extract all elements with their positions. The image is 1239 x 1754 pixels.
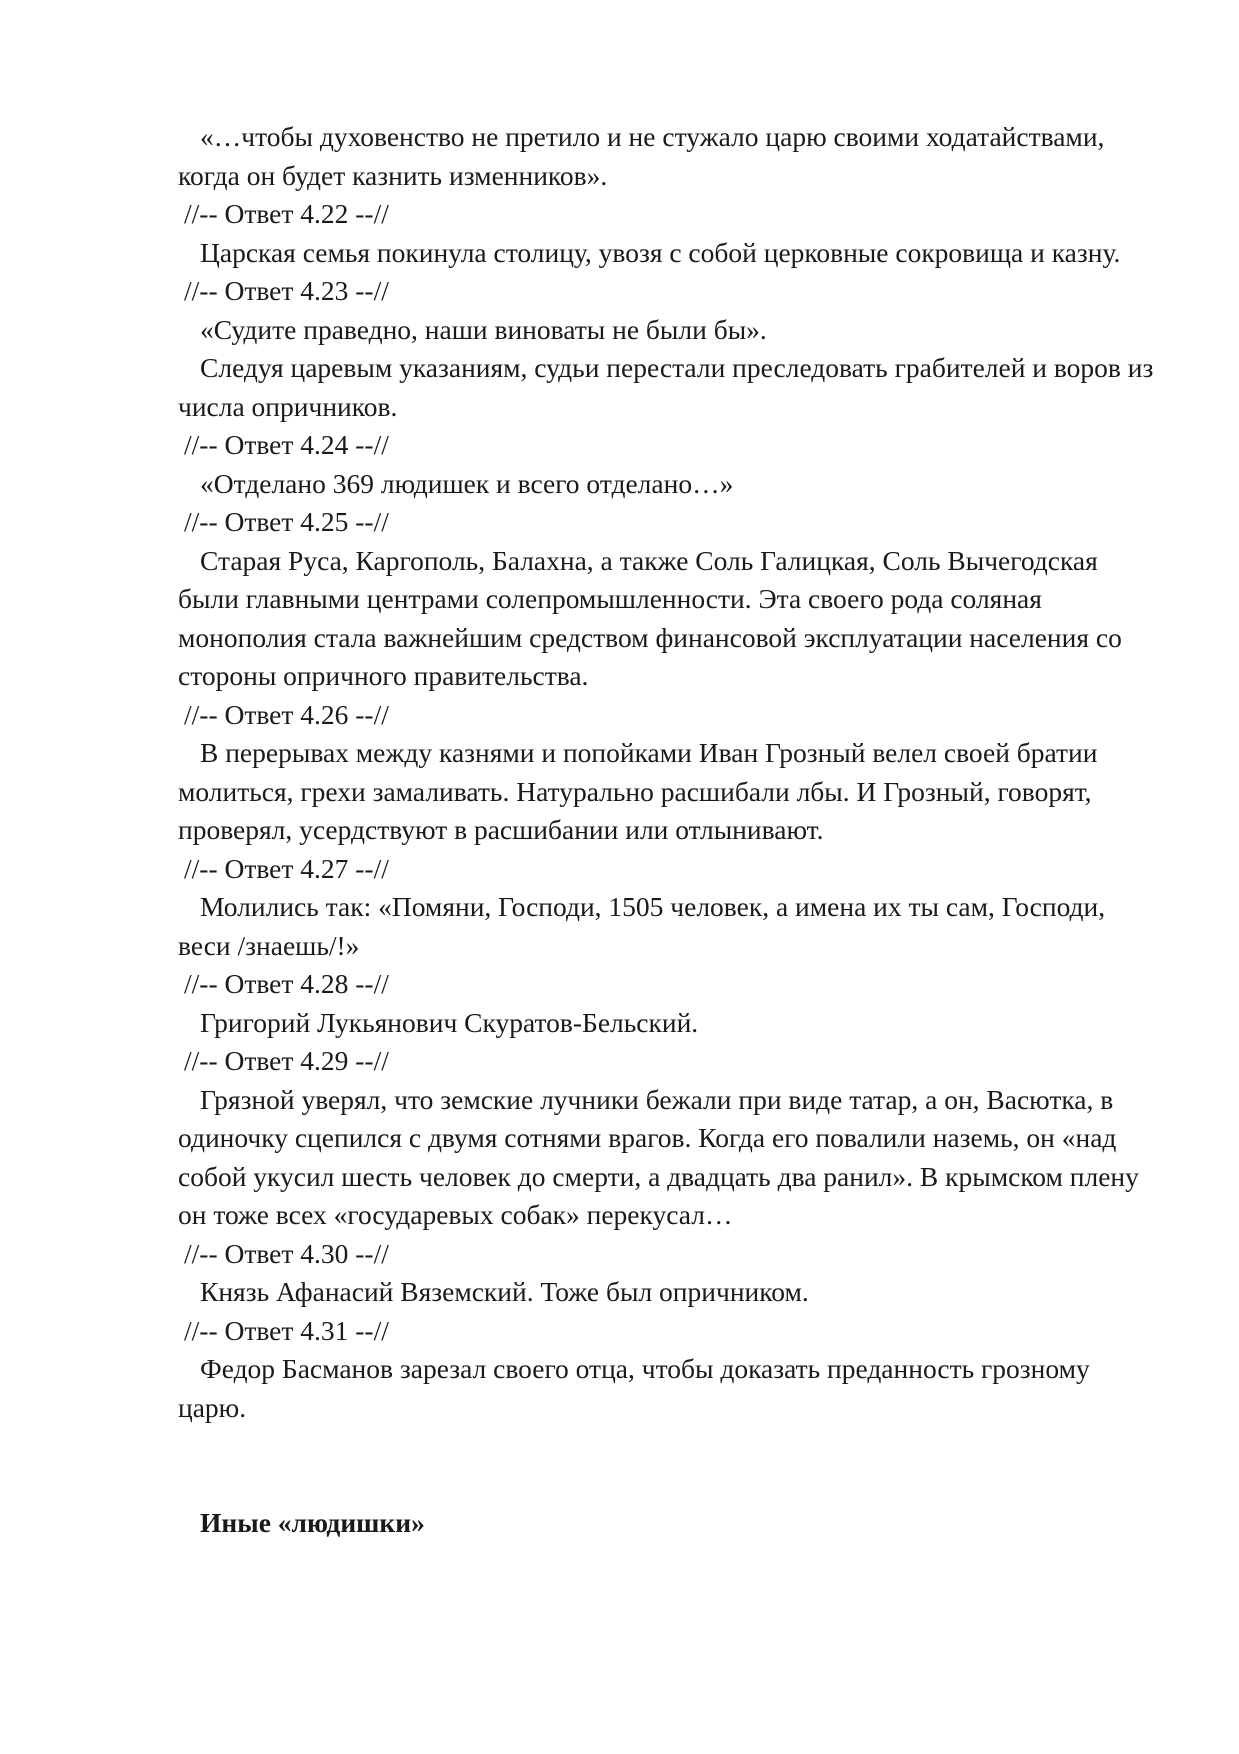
answer-marker: //-- Ответ 4.24 --// [184, 429, 389, 460]
paragraph: В перерывах между казнями и попойками Иван Грозный велел своей братии молиться, грехи замаливать. Натурально расшибали лбы. И Грозный, говорят, проверял, усердствуют в расшибании или отлынивают. [178, 737, 1098, 845]
section-spacer [178, 1427, 1158, 1504]
answer-marker: //-- Ответ 4.29 --// [184, 1045, 389, 1076]
document-page [178, 118, 1158, 1543]
paragraph: «Судите праведно, наши виноваты не были бы». [200, 313, 767, 345]
paragraph: Григорий Лукьянович Скуратов-Бельский. [200, 1006, 699, 1038]
paragraph: Грязной уверял, что земские лучники бежали при виде татар, а он, Васютка, в одиночку сцепился с двумя сотнями врагов. Когда его повалили наземь, он «над собой укусил шесть человек до смерти, а двадцать два ранил». В крымском плену он тоже всех «государевых собак» перекусал… [178, 1083, 1139, 1230]
answer-marker: //-- Ответ 4.25 --// [184, 506, 389, 537]
paragraph: Федор Басманов зарезал своего отца, чтобы доказать преданность грозному царю. [178, 1353, 1090, 1423]
section-heading: Иные «людишки» [200, 1507, 425, 1538]
paragraph: Князь Афанасий Вяземский. Тоже был опричником. [200, 1276, 809, 1307]
answer-marker: //-- Ответ 4.23 --// [184, 275, 389, 306]
answer-marker: //-- Ответ 4.31 --// [184, 1314, 389, 1346]
paragraph: Молились так: «Помяни, Господи, 1505 человек, а имена их ты сам, Господи, веси /знаешь/!» [178, 891, 1106, 961]
answer-marker: //-- Ответ 4.30 --// [184, 1237, 389, 1269]
answer-marker: //-- Ответ 4.27 --// [184, 852, 389, 884]
paragraph: Старая Руса, Каргополь, Балахна, а также Соль Галицкая, Соль Вычегодская были главными центрами солепромышленности. Эта своего рода соляная монополия стала важнейшим средством финансовой эксплуатации населения со стороны опричного правительства. [178, 544, 1122, 691]
answer-marker: //-- Ответ 4.22 --// [184, 198, 389, 229]
paragraph: «Отделано 369 людишек и всего отделано…» [200, 467, 734, 499]
answer-marker: //-- Ответ 4.28 --// [184, 968, 389, 999]
answer-marker: //-- Ответ 4.26 --// [184, 698, 389, 730]
paragraph: «…чтобы духовенство не претило и не стужало царю своими ходатайствами, когда он будет казнить изменников». [178, 121, 1105, 191]
paragraph: Следуя царевым указаниям, судьи перестали преследовать грабителей и воров из числа опричников. [178, 352, 1154, 422]
paragraph: Царская семья покинула столицу, увозя с собой церковные сокровища и казну. [200, 236, 1121, 268]
